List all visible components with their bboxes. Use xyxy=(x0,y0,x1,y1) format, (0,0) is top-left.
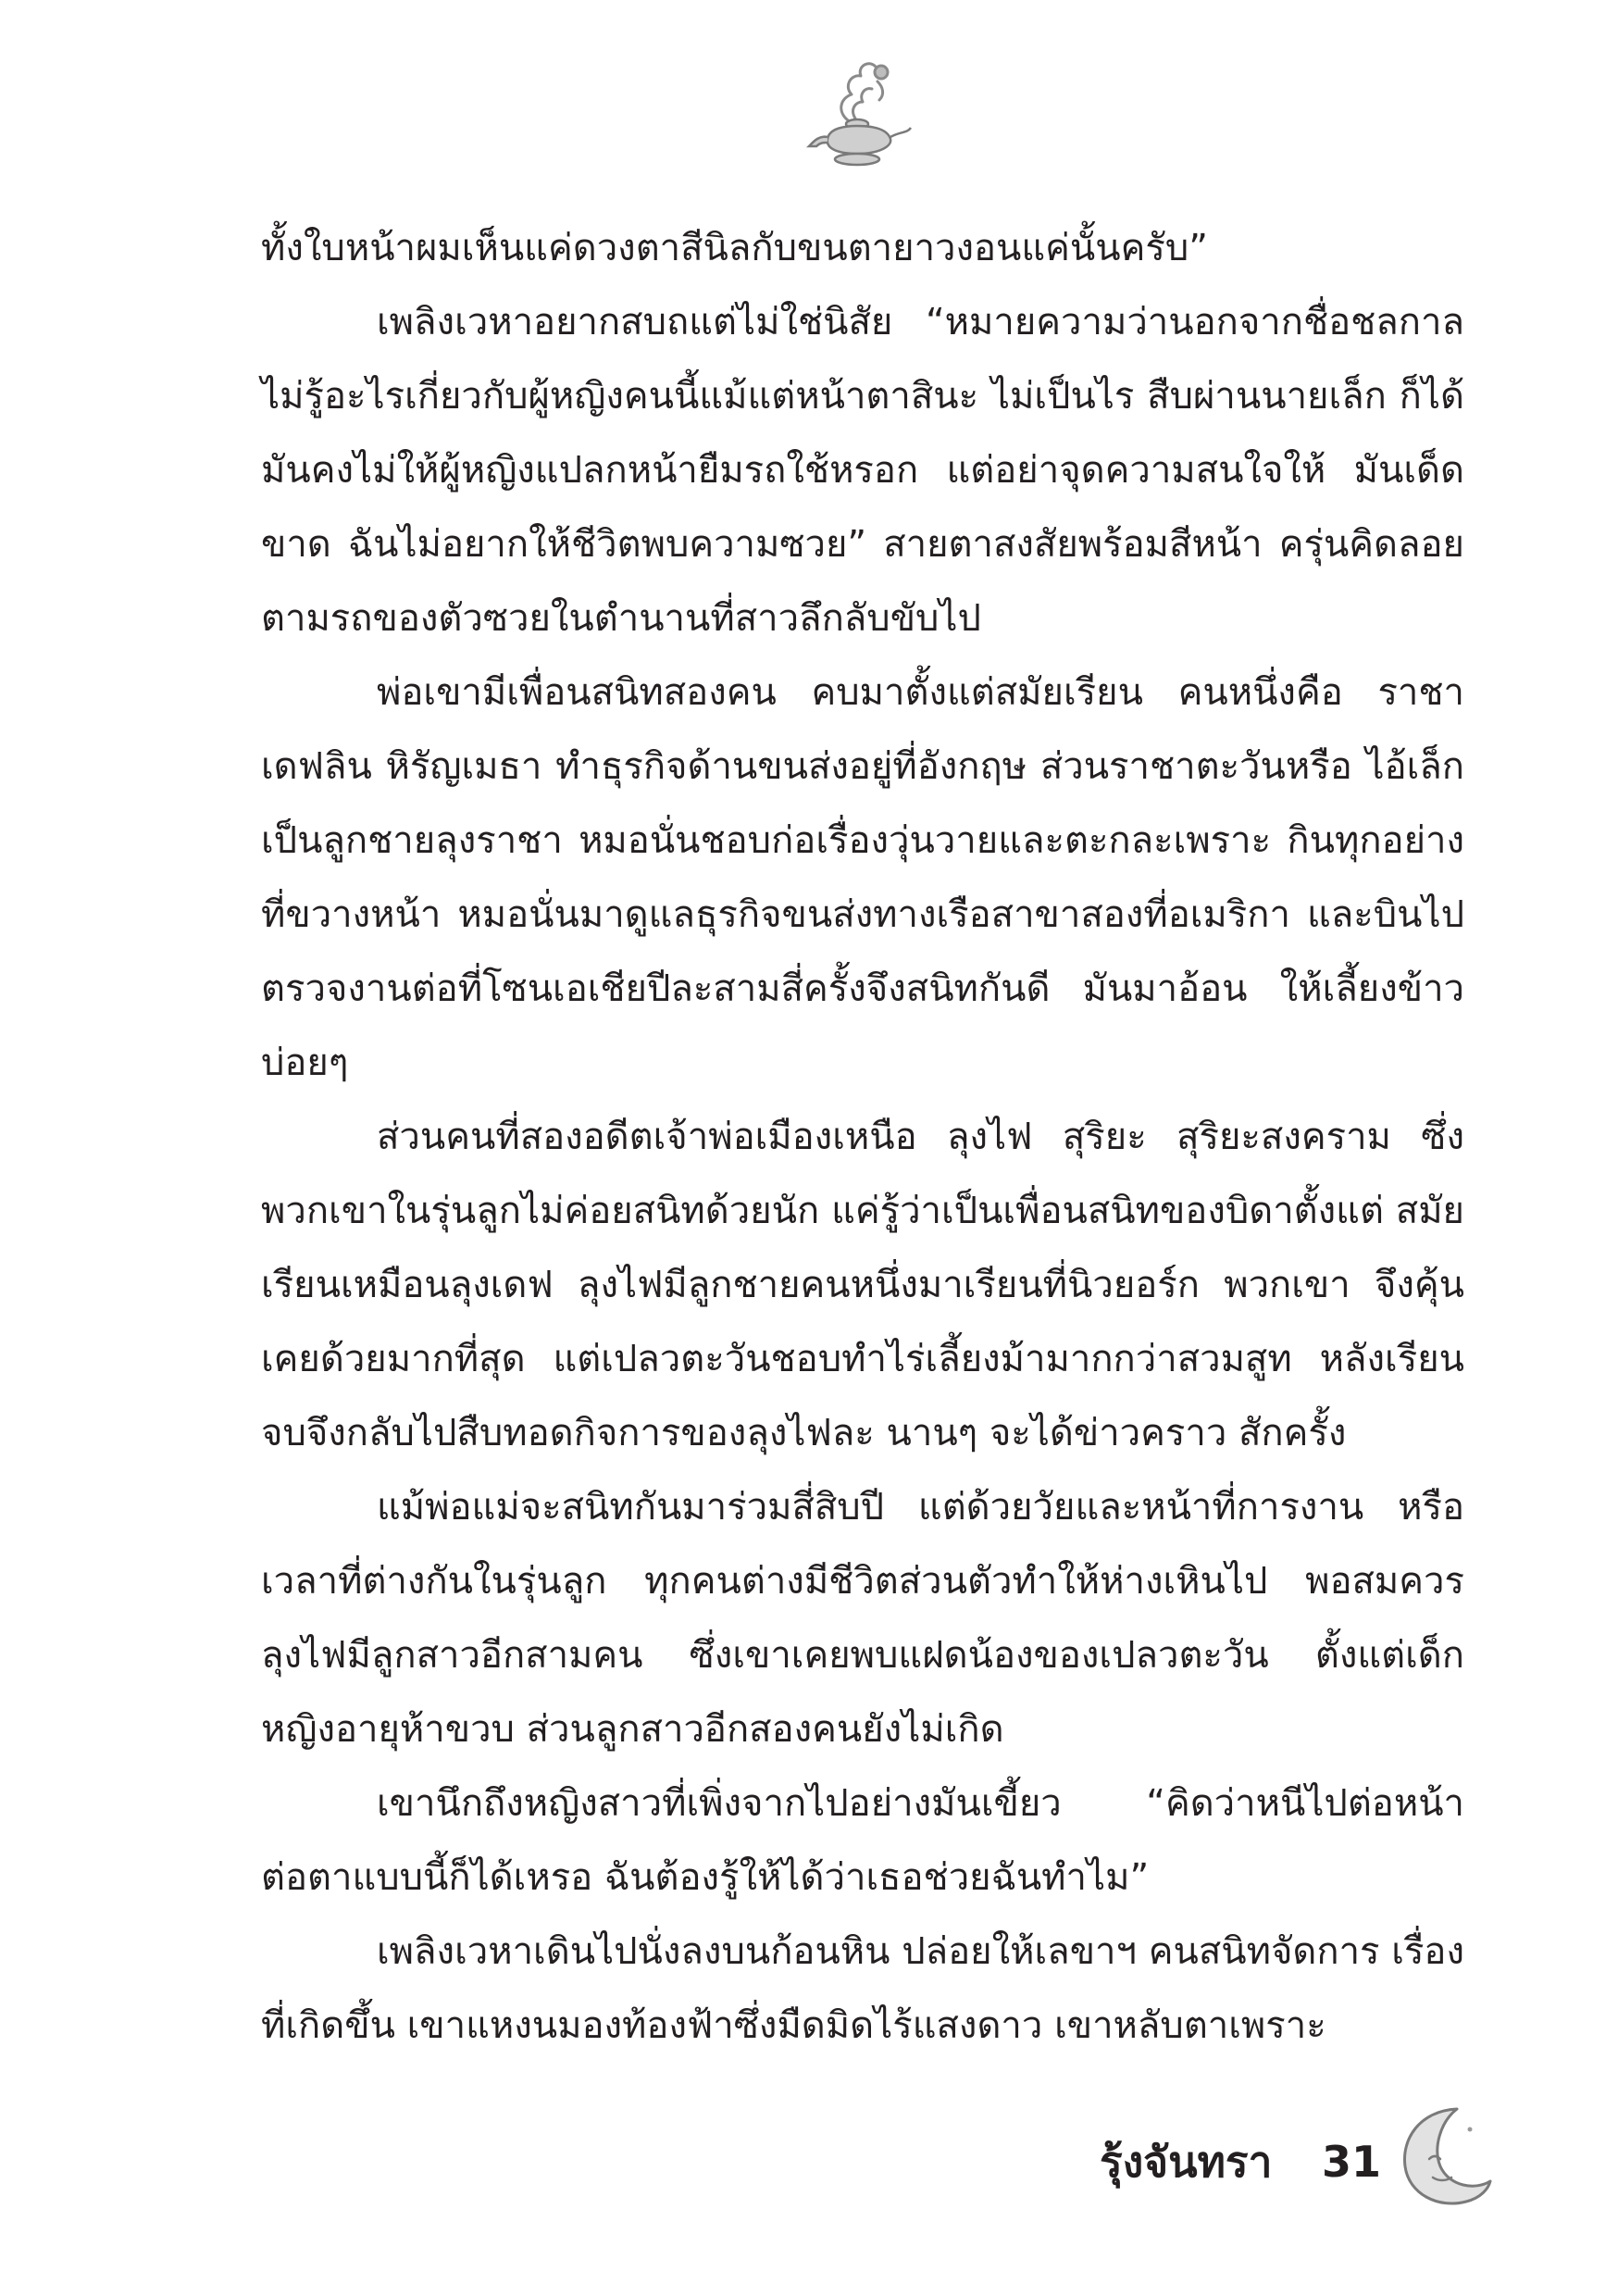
paragraph-2: เพลิงเวหาอยากสบถแต่ไม่ใช่นิสัย “หมายความว่านอกจากชื่อชลกาล ไม่รู้อะไรเกี่ยวกับผู้หญิงคนนี้แม้แต่หน้าตาสินะ ไม่เป็นไร สืบผ่านนายเล็ก ก็ได้ มันคงไม่ให้ผู้หญิงแปลกหน้ายืมรถใช้หรอก แต่อย่าจุดความสนใจให้ มันเด็ดขาด ฉันไม่อยากให้ชีวิตพบความซวย” สายตาสงสัยพร้อมสีหน้า ครุ่นคิดลอยตามรถของตัวซวยในตำนานที่สาวลึกลับขับไป xyxy=(261,301,1464,640)
page-footer xyxy=(1100,2092,1488,2240)
body-text xyxy=(261,211,1464,2063)
book-title: รุ้งจันทรา xyxy=(1100,2137,1273,2187)
paragraph-4: ส่วนคนที่สองอดีตเจ้าพ่อเมืองเหนือ ลุงไฟ สุริยะ สุริยะสงคราม ซึ่ง พวกเขาในรุ่นลูกไม่ค่อยสนิทด้วยนัก แค่รู้ว่าเป็นเพื่อนสนิทของบิดาตั้งแต่ สมัยเรียนเหมือนลุงเดฟ ลุงไฟมีลูกชายคนหนึ่งมาเรียนที่นิวยอร์ก พวกเขา จึงคุ้นเคยด้วยมากที่สุด แต่เปลวตะวันชอบทำไร่เลี้ยงม้ามากกว่าสวมสูท หลังเรียนจบจึงกลับไปสืบทอดกิจการของลุงไฟละ นานๆ จะได้ข่าวคราว สักครั้ง xyxy=(261,1116,1464,1454)
paragraph-3: พ่อเขามีเพื่อนสนิทสองคน คบมาตั้งแต่สมัยเรียน คนหนึ่งคือ ราชา เดฟลิน หิรัญเมธา ทำธุรกิจด้านขนส่งอยู่ที่อังกฤษ ส่วนราชาตะวันหรือ ไอ้เล็กเป็นลูกชายลุงราชา หมอนั่นชอบก่อเรื่องวุ่นวายและตะกละเพราะ กินทุกอย่างที่ขวางหน้า หมอนั่นมาดูแลธุรกิจขนส่งทางเรือสาขาสองที่อเมริกา และบินไปตรวจงานต่อที่โซนเอเชียปีละสามสี่ครั้งจึงสนิทกันดี มันมาอ้อน ให้เลี้ยงข้าวบ่อยๆ xyxy=(261,671,1464,1084)
paragraph-6: เขานึกถึงหญิงสาวที่เพิ่งจากไปอย่างมันเขี้ยว “คิดว่าหนีไปต่อหน้า ต่อตาแบบนี้ก็ได้เหรอ ฉันต้องรู้ให้ได้ว่าเธอช่วยฉันทำไม” xyxy=(261,1782,1464,1899)
paragraph-7: เพลิงเวหาเดินไปนั่งลงบนก้อนหิน ปล่อยให้เลขาฯ คนสนิทจัดการ เรื่องที่เกิดขึ้น เขาแหงนมองท้องฟ้าซึ่งมืดมิดไร้แสงดาว เขาหลับตาเพราะ xyxy=(261,1930,1464,2047)
crescent-moon-icon xyxy=(1392,2102,1494,2213)
genie-lamp-icon xyxy=(800,54,920,174)
paragraph-5: แม้พ่อแม่จะสนิทกันมาร่วมสี่สิบปี แต่ด้วยวัยและหน้าที่การงาน หรือเวลาที่ต่างกันในรุ่นลูก ทุกคนต่างมีชีวิตส่วนตัวทำให้ห่างเหินไป พอสมควร ลุงไฟมีลูกสาวอีกสามคน ซึ่งเขาเคยพบแฝดน้องของเปลวตะวัน ตั้งแต่เด็กหญิงอายุห้าขวบ ส่วนลูกสาวอีกสองคนยังไม่เกิด xyxy=(261,1486,1464,1751)
paragraph-1: ทั้งใบหน้าผมเห็นแค่ดวงตาสีนิลกับขนตายาวงอนแค่นั้นครับ” xyxy=(261,227,1208,269)
page-number: 31 xyxy=(1322,2137,1382,2187)
